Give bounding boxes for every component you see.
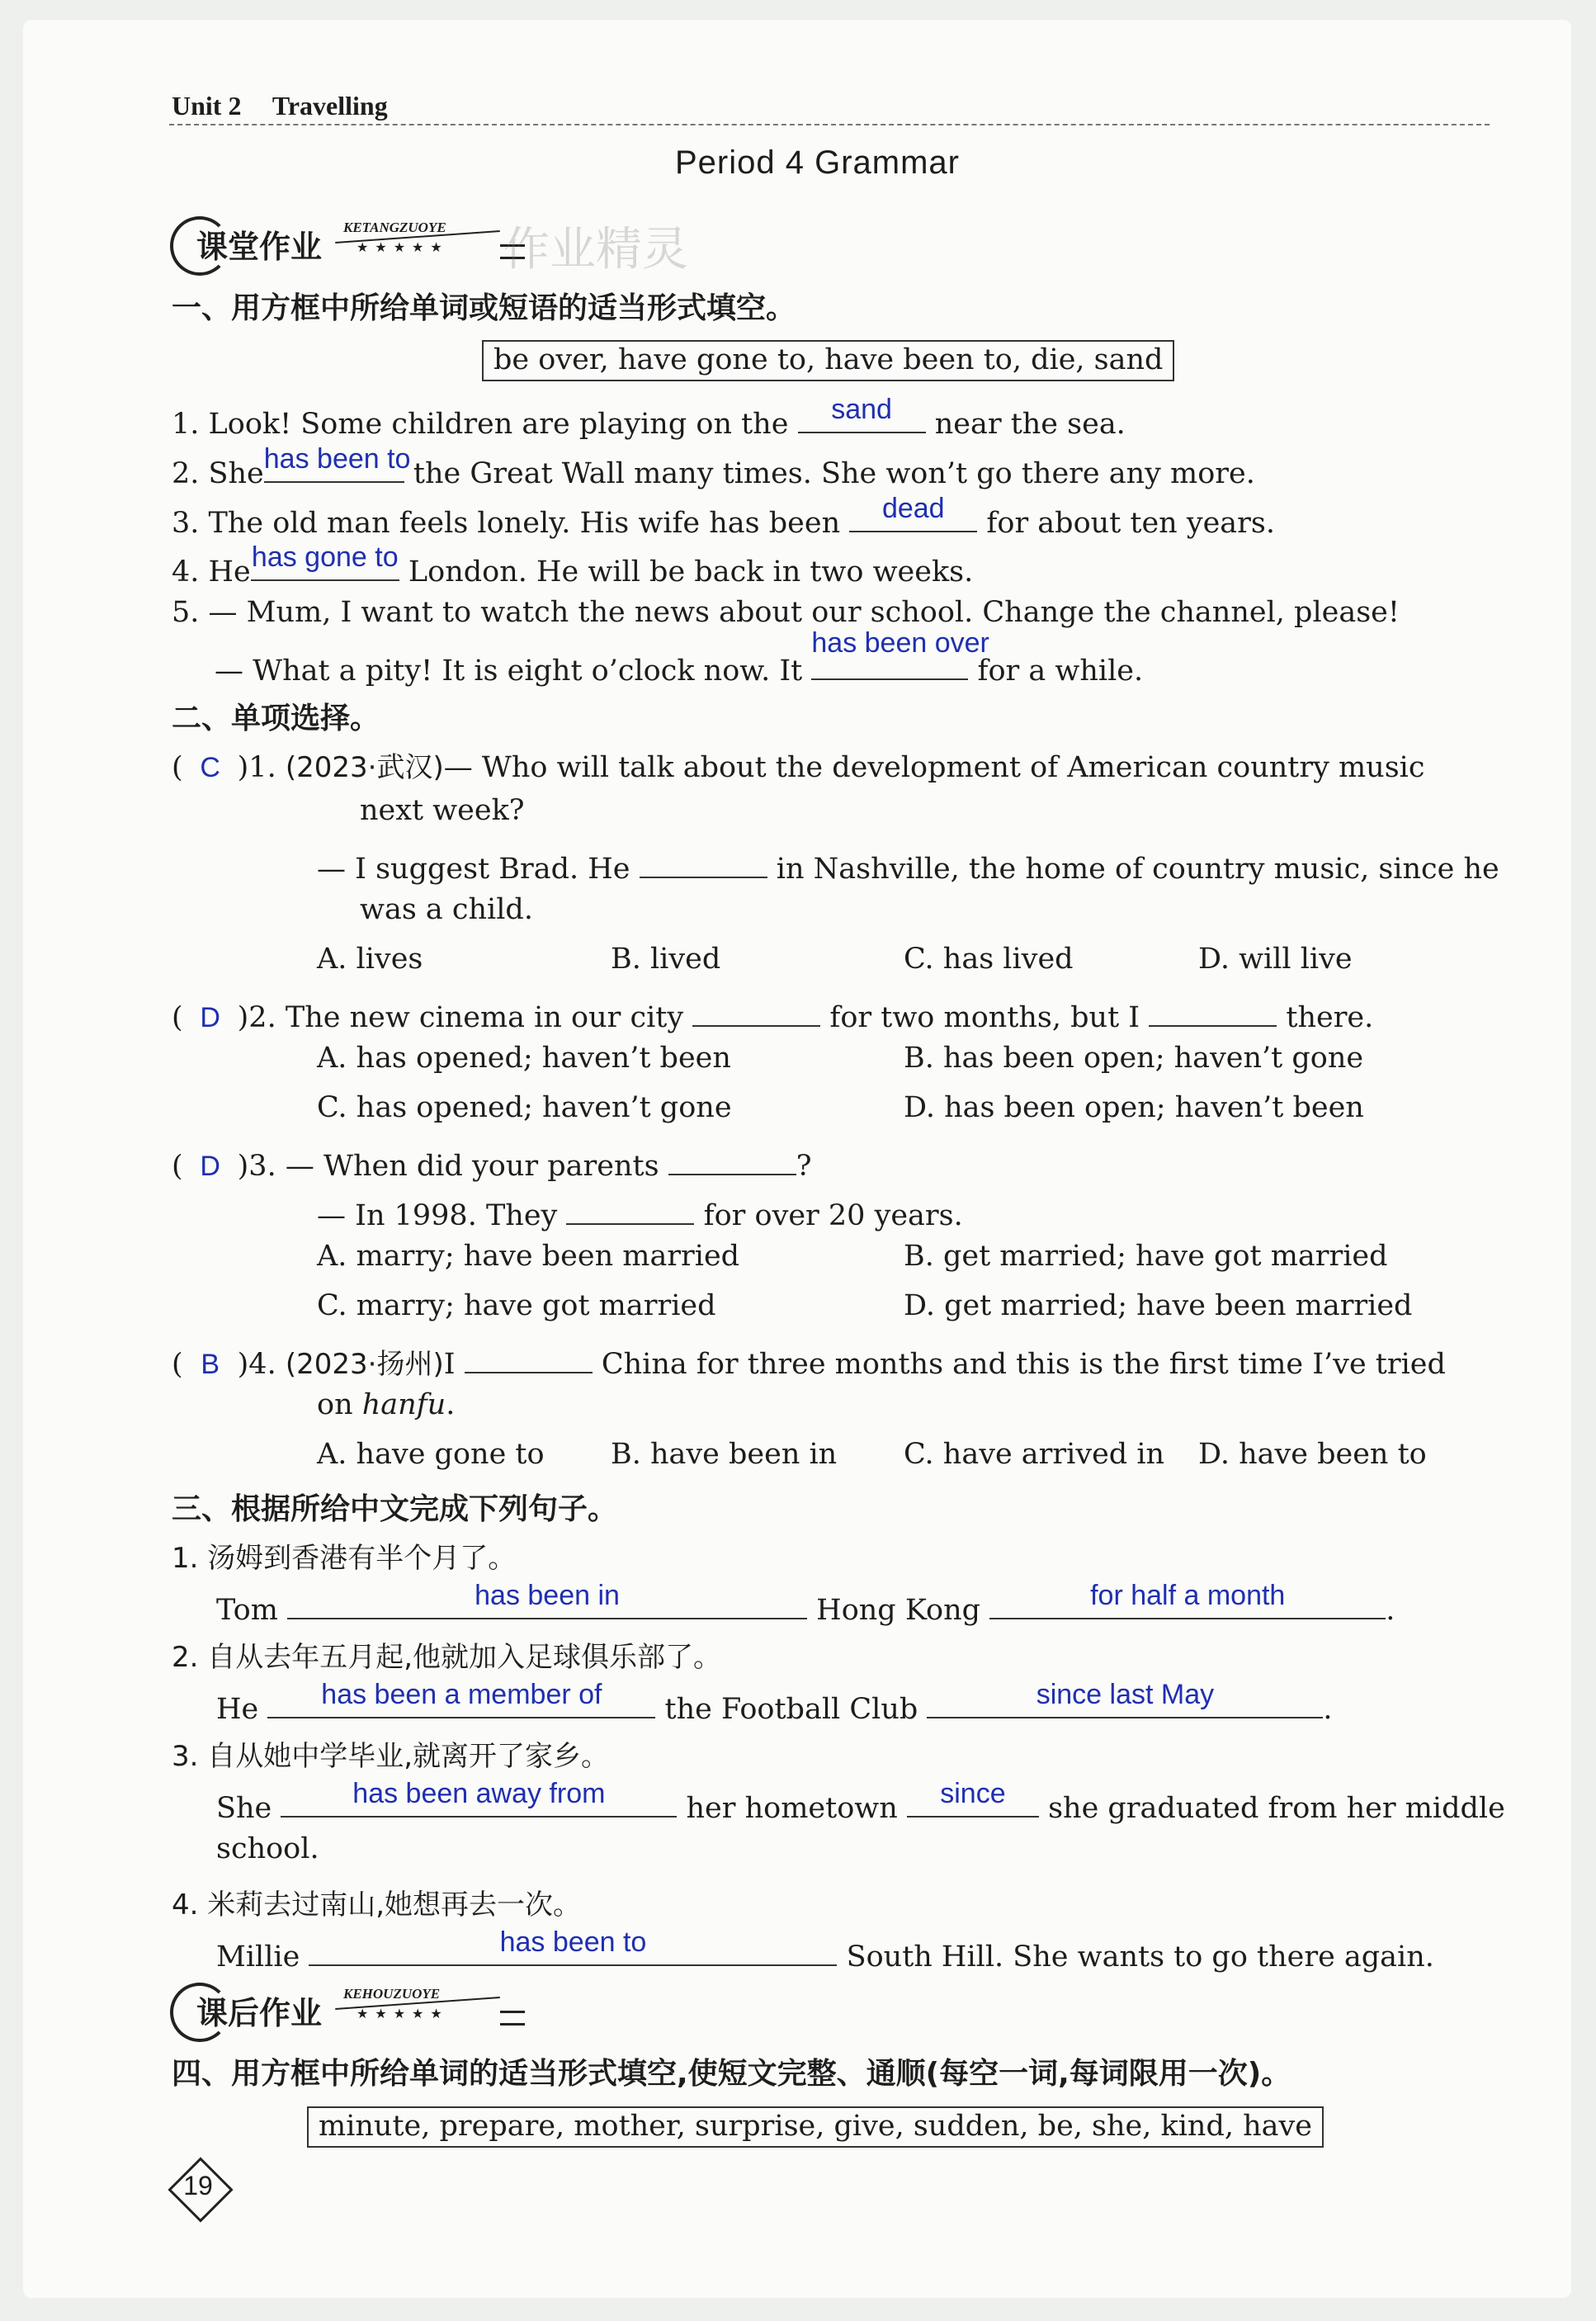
s2-q4-opt-d: D. have been to (1198, 1438, 1427, 1471)
s1-q5-answer: has been over (811, 627, 989, 659)
word-box-1: be over, have gone to, have been to, die, sand (482, 340, 1174, 381)
s1-q1-blank (798, 394, 926, 433)
s2-q1-line3: — I suggest Brad. He in Nashville, the home of country music, since he (317, 844, 1499, 886)
s2-q3-opt-d: D. get married; have been married (904, 1289, 1413, 1322)
watermark: 作业精灵 (503, 223, 688, 277)
s2-q3-line2: — In 1998. They for over 20 years. (317, 1190, 963, 1232)
s3-q1-answer-2: for half a month (1090, 1580, 1286, 1611)
s3-q3-sentence: She has been away from her hometown since she graduated from her middle (216, 1778, 1505, 1825)
s1-q3-text-b: for about ten years. (986, 507, 1275, 540)
s3-q4-chinese: 4. 米莉去过南山,她想再去一次。 (172, 1888, 582, 1922)
s3-q3-chinese: 3. 自从她中学毕业,就离开了家乡。 (172, 1740, 610, 1773)
header-divider (169, 124, 1490, 125)
s2-q4-opt-b: B. have been in (611, 1438, 838, 1471)
s1-q4-text-a: 4. He (172, 555, 251, 589)
page-title: Period 4 Grammar (675, 144, 960, 181)
s2-q2-opt-b: B. has been open; haven’t gone (904, 1042, 1364, 1075)
class-homework-badge (170, 213, 525, 276)
after-class-homework-badge (170, 1979, 525, 2042)
s2-q4-opt-a: A. have gone to (317, 1438, 545, 1471)
s1-q3-answer: dead (881, 493, 945, 524)
badge-pinyin: KEHOUZUOYE (343, 1986, 441, 2002)
s2-q3-opt-c: C. marry; have got married (317, 1289, 716, 1322)
s1-q2-text-a: 2. She (172, 457, 264, 490)
s2-q2-line1: ( D )2. The new cinema in our city for two months, but I there. (172, 992, 1373, 1034)
s2-q4-source: (2023·扬州) (285, 1348, 444, 1381)
s3-q1-blank-1 (287, 1580, 807, 1619)
section-4-heading: 四、用方框中所给单词的适当形式填空,使短文完整、通顺(每空一词,每词限用一次)。 (172, 2057, 1291, 2091)
s3-q4-blank (309, 1926, 837, 1966)
s2-q2-blank-2 (1149, 992, 1277, 1027)
s3-q3-line2: school. (216, 1832, 319, 1865)
s1-q5-blank (811, 627, 989, 680)
s2-q1-blank (640, 844, 767, 878)
s2-q1-opt-d: D. will live (1198, 943, 1353, 976)
s1-q1-text-a: 1. Look! Some children are playing on the (172, 408, 789, 441)
s3-q2-blank-2 (927, 1679, 1323, 1718)
s3-q2-answer-1: has been a member of (321, 1679, 602, 1710)
s3-q3-answer-2: since (940, 1778, 1006, 1809)
badge-label: 课堂作业 (196, 229, 323, 265)
unit-label: Unit 2 (172, 91, 242, 121)
s1-q3-text-a: 3. The old man feels lonely. His wife has been (172, 507, 841, 540)
s2-q2-opt-c: C. has opened; haven’t gone (317, 1091, 732, 1124)
s2-q2-blank-1 (692, 992, 820, 1027)
badge-lines-icon (500, 2011, 525, 2026)
s1-q1-answer: sand (831, 394, 892, 425)
s2-q4-answer: B (201, 1349, 220, 1380)
s2-q4-opt-c: C. have arrived in (904, 1438, 1165, 1471)
s1-q4 (172, 541, 974, 589)
word-box-2: minute, prepare, mother, surprise, give, sudden, be, she, kind, have (307, 2106, 1324, 2148)
s1-q1 (172, 394, 1126, 441)
s3-q4-sentence: Millie has been to South Hill. She wants to go there again. (216, 1926, 1434, 1974)
s2-q3-line1: ( D )3. — When did your parents ? (172, 1141, 811, 1183)
badge-label: 课后作业 (196, 1995, 323, 2031)
s3-q2-blank-1 (267, 1679, 655, 1718)
s1-q3-blank (849, 493, 977, 532)
s2-q2-answer: D (200, 1002, 220, 1033)
section-3-heading: 三、根据所给中文完成下列句子。 (172, 1492, 618, 1526)
s2-q3-opt-a: A. marry; have been married (317, 1240, 740, 1273)
s1-q5-text-a: — What a pity! It is eight o’clock now. It (215, 655, 803, 688)
s1-q2-blank (263, 443, 411, 483)
s2-q3-opt-b: B. get married; have got married (904, 1240, 1388, 1273)
s2-q1-source: (2023·武汉) (285, 751, 444, 784)
s3-q3-blank-1 (281, 1778, 677, 1818)
page-number: 19 (183, 2171, 213, 2200)
badge-pinyin: KETANGZUOYE (343, 220, 446, 235)
running-header (172, 91, 413, 121)
s1-q2-text-b: the Great Wall many times. She won’t go there any more. (413, 457, 1255, 490)
s1-q5-text-b: for a while. (977, 655, 1144, 688)
s3-q1-sentence: Tom has been in Hong Kong for half a month . (216, 1580, 1395, 1627)
s1-q4-blank (251, 541, 399, 581)
s2-q4-blank (465, 1339, 593, 1373)
s3-q1-answer-1: has been in (475, 1580, 620, 1611)
badge-stars-icon: ★★★★★ (357, 239, 449, 255)
s2-q1-line2: next week? (360, 794, 525, 827)
s1-q5a: 5. — Mum, I want to watch the news about our school. Change the channel, please! (172, 596, 1400, 629)
s2-q3-blank-2 (566, 1190, 694, 1225)
s3-q1-chinese: 1. 汤姆到香港有半个月了。 (172, 1542, 517, 1575)
s2-q2-opt-a: A. has opened; haven’t been (317, 1042, 731, 1075)
s2-q3-answer: D (200, 1151, 220, 1182)
s3-q2-answer-2: since last May (1036, 1679, 1215, 1710)
unit-topic: Travelling (272, 91, 388, 121)
s2-q1-answer: C (200, 752, 220, 783)
s3-q2-sentence: He has been a member of the Football Club since last May . (216, 1679, 1333, 1726)
page-number-badge (168, 2158, 228, 2217)
s2-q1-line1: ( C )1. (2023·武汉)— Who will talk about the development of American country music (172, 751, 1425, 784)
s3-q3-answer-1: has been away from (352, 1778, 606, 1809)
s2-q4-line2: on hanfu. (317, 1388, 456, 1421)
section-2-heading: 二、单项选择。 (172, 702, 380, 735)
s1-q4-text-b: London. He will be back in two weeks. (408, 555, 974, 589)
s2-q1-opt-c: C. has lived (904, 943, 1074, 976)
s2-q1-opt-b: B. lived (611, 943, 721, 976)
s3-q4-answer: has been to (499, 1926, 647, 1958)
s1-q2 (172, 443, 1255, 490)
s2-q2-opt-d: D. has been open; haven’t been (904, 1091, 1364, 1124)
s1-q2-answer: has been to (263, 443, 411, 475)
s2-q4-line1: ( B )4. (2023·扬州)I China for three months and this is the first time I’ve tried (172, 1339, 1446, 1382)
s1-q3 (172, 493, 1275, 540)
section-1-heading: 一、用方框中所给单词或短语的适当形式填空。 (172, 291, 796, 325)
badge-stars-icon: ★★★★★ (357, 2006, 449, 2021)
s2-q1-line4: was a child. (360, 893, 533, 926)
s2-q3-blank-1 (668, 1141, 796, 1175)
s1-q4-answer: has gone to (251, 541, 399, 573)
s2-q1-opt-a: A. lives (317, 943, 423, 976)
s1-q1-text-b: near the sea. (934, 408, 1126, 441)
s1-q5b (215, 627, 1144, 688)
s3-q2-chinese: 2. 自从去年五月起,他就加入足球俱乐部了。 (172, 1641, 722, 1674)
s3-q1-blank-2 (989, 1580, 1386, 1619)
s3-q3-blank-2 (907, 1778, 1039, 1818)
